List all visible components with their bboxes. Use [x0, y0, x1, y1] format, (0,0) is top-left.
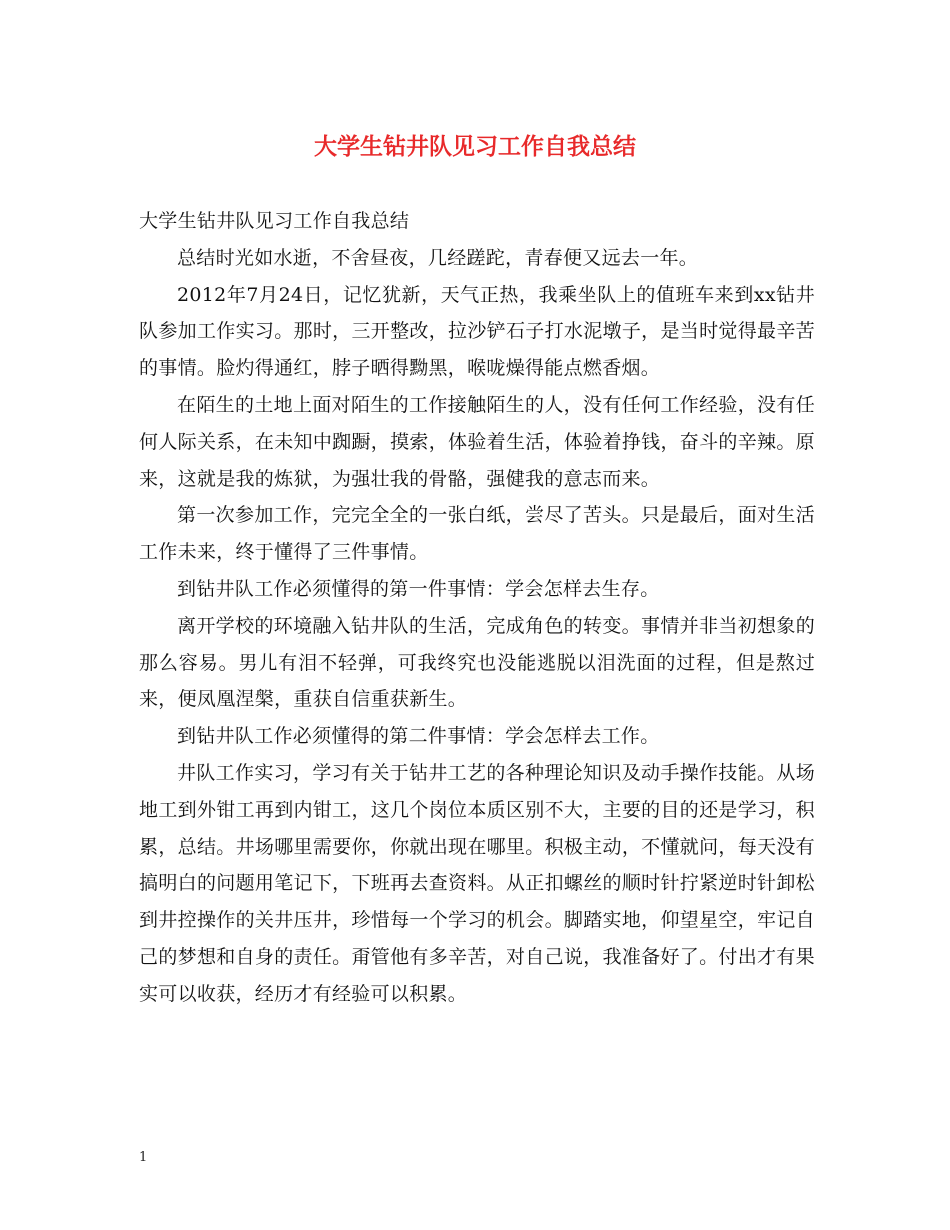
paragraph: 第一次参加工作，完完全全的一张白纸，尝尽了苦头。只是最后，面对生活工作未来，终于懂得了三件事情。: [139, 504, 815, 564]
paragraph: 离开学校的环境融入钻井队的生活，完成角色的转变。事情并非当初想象的那么容易。男儿有泪不轻弹，可我终究也没能逃脱以泪洗面的过程，但是熬过来，便凤凰涅槃，重获自信重获新生。: [139, 614, 815, 711]
paragraph: 到钻井队工作必须懂得的第一件事情：学会怎样去生存。: [177, 577, 660, 600]
paragraph-heading: 大学生钻井队见习工作自我总结: [139, 210, 410, 232]
document-body: [139, 203, 815, 1013]
document-title: 大学生钻井队见习工作自我总结: [314, 134, 636, 160]
paragraph: 到钻井队工作必须懂得的第二件事情：学会怎样去工作。: [177, 725, 660, 748]
paragraph: 井队工作实习，学习有关于钻井工艺的各种理论知识及动手操作技能。从场地工到外钳工再到内钳工，这几个岗位本质区别不大，主要的目的还是学习，积累，总结。井场哪里需要你，你就出现在哪里。积极主动，不懂就问，每天没有搞明白的问题用笔记下，下班再去查资料。从正扣螺丝的顺时针拧紧逆时针卸松到井控操作的关井压井，珍惜每一个学习的机会。脚踏实地，仰望星空，牢记自己的梦想和自身的责任。甭管他有多辛苦，对自己说，我准备好了。付出才有果实可以收获，经历才有经验可以积累。: [139, 761, 815, 1005]
paragraph: 总结时光如水逝，不舍昼夜，几经蹉跎，青春便又远去一年。: [177, 246, 699, 269]
page-number: 1: [139, 1150, 148, 1165]
paragraph: 2012年7月24日，记忆犹新，天气正热，我乘坐队上的值班车来到xx钻井队参加工作实习。那时，三开整改，拉沙铲石子打水泥墩子，是当时觉得最辛苦的事情。脸灼得通红，脖子晒得黝黑，喉咙燥得能点燃香烟。: [139, 283, 815, 380]
paragraph: 在陌生的土地上面对陌生的工作接触陌生的人，没有任何工作经验，没有任何人际关系，在未知中踟蹰，摸索，体验着生活，体验着挣钱，奋斗的辛辣。原来，这就是我的炼狱，为强壮我的骨骼，强健我的意志而来。: [139, 393, 815, 490]
